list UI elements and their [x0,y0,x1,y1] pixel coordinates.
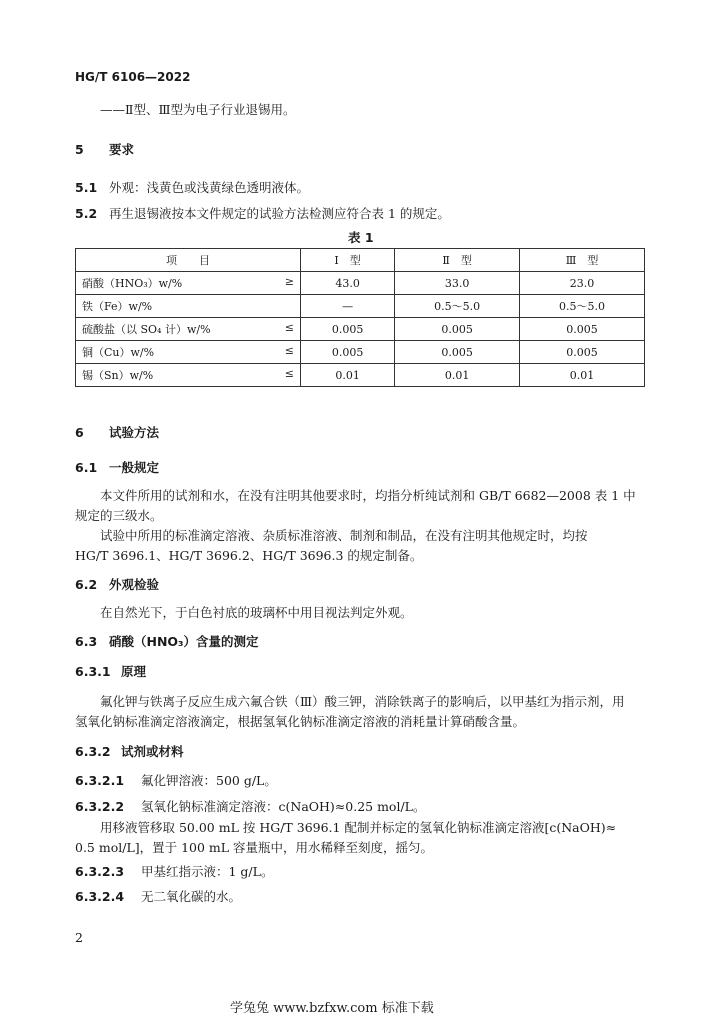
clause-number: 6.1 [75,460,98,475]
paragraph-line: 在自然光下，于白色衬底的玻璃杯中用目视法判定外观。 [100,605,413,620]
clause-6-2-heading [75,575,159,593]
table-header-row [76,249,645,272]
clause-title: 硝酸（HNO₃）含量的测定 [109,634,259,649]
section-5-heading [75,140,134,158]
paragraph-line: HG/T 3696.1、HG/T 3696.2、HG/T 3696.3 的规定制备。 [75,548,423,563]
clause-5-2 [75,204,450,222]
header-item: 项 目 [76,249,301,272]
page-number: 2 [75,930,83,945]
header-type-2: Ⅱ 型 [395,249,520,272]
clause-5-1 [75,178,309,196]
paragraph-line: 用移液管移取 50.00 mL 按 HG/T 3696.1 配制并标定的氢氧化钠标准滴定溶液[c(NaOH)≈ [100,820,617,835]
table-row [76,364,645,387]
clause-text: 无二氧化碳的水。 [141,889,242,904]
paragraph-line: 试验中所用的标准滴定溶液、杂质标准溶液、制剂和制品，在没有注明其他规定时，均按 [100,528,588,543]
row-item: 铁（Fe）w/% [76,295,301,318]
cell-value: 23.0 [520,272,645,295]
row-item: 铜（Cu）w/% ≤ [76,341,301,364]
clause-6-3-2-4 [75,887,241,905]
paragraph-line: 氢氧化钠标准滴定溶液滴定，根据氢氧化钠标准滴定溶液的消耗量计算硝酸含量。 [75,714,526,729]
cell-value: 43.0 [301,272,395,295]
clause-text: 氟化钾溶液：500 g/L。 [141,773,277,788]
row-item: 硫酸盐（以 SO₄ 计）w/% ≤ [76,318,301,341]
clause-6-3-2-2 [75,797,425,815]
cell-value: 0.01 [520,364,645,387]
header-type-1: Ⅰ 型 [301,249,395,272]
table-caption: 表 1 [348,230,374,245]
paragraph-line: 本文件所用的试剂和水，在没有注明其他要求时，均指分析纯试剂和 GB/T 6682—2008 表 1 中 [100,488,636,503]
clause-6-3-2-3 [75,862,273,880]
row-item: 硝酸（HNO₃）w/% ≥ [76,272,301,295]
clause-number: 6.2 [75,577,98,592]
section-title: 要求 [109,142,135,157]
cell-value: 0.01 [395,364,520,387]
header-type-3: Ⅲ 型 [520,249,645,272]
cell-value: 0.005 [301,318,395,341]
table-row [76,272,645,295]
clause-6-3-1-heading [75,662,146,680]
cell-value: 0.005 [520,341,645,364]
table-row [76,341,645,364]
paragraph-line: 氟化钾与铁离子反应生成六氟合铁（Ⅲ）酸三钾，消除铁离子的影响后，以甲基红为指示剂，用 [100,694,625,709]
clause-number: 6.3.2.1 [75,773,125,788]
clause-title: 原理 [121,664,147,679]
clause-title: 外观检验 [109,577,160,592]
cell-value: 0.5～5.0 [520,295,645,318]
clause-number: 6.3.2.3 [75,864,125,879]
cell-value: 0.01 [301,364,395,387]
section-6-heading [75,423,159,441]
section-number: 6 [75,425,84,440]
row-item: 锡（Sn）w/% ≤ [76,364,301,387]
cell-value: 0.005 [520,318,645,341]
watermark-footer: 学兔兔 www.bzfxw.com 标准下载 [230,1001,434,1016]
clause-title: 一般规定 [109,460,160,475]
clause-text: 外观：浅黄色或浅黄绿色透明液体。 [109,180,310,195]
cell-value: 0.005 [395,318,520,341]
cell-value: — [301,295,395,318]
cell-value: 0.5～5.0 [395,295,520,318]
clause-text: 再生退锡液按本文件规定的试验方法检测应符合表 1 的规定。 [109,206,450,221]
table-row [76,295,645,318]
clause-number: 5.1 [75,180,98,195]
type-usage-note: ——Ⅱ型、Ⅲ型为电子行业退锡用。 [100,102,296,117]
clause-number: 5.2 [75,206,98,221]
clause-number: 6.3.2.4 [75,889,125,904]
paragraph-line: 规定的三级水。 [75,508,163,523]
section-title: 试验方法 [109,425,160,440]
clause-6-3-2-heading [75,742,184,760]
clause-title: 试剂或材料 [121,744,184,759]
clause-number: 6.3.1 [75,664,111,679]
clause-6-3-heading [75,632,259,650]
paragraph-line: 0.5 mol/L]，置于 100 mL 容量瓶中，用水稀释至刻度，摇匀。 [75,840,434,855]
table-row [76,318,645,341]
clause-number: 6.3.2 [75,744,111,759]
cell-value: 0.005 [395,341,520,364]
cell-value: 33.0 [395,272,520,295]
clause-number: 6.3.2.2 [75,799,125,814]
section-number: 5 [75,142,84,157]
requirements-table [75,248,645,387]
cell-value: 0.005 [301,341,395,364]
document-number: HG/T 6106—2022 [75,70,191,84]
clause-6-3-2-1 [75,771,277,789]
clause-number: 6.3 [75,634,98,649]
clause-text: 氢氧化钠标准滴定溶液：c(NaOH)≈0.25 mol/L。 [141,799,426,814]
clause-text: 甲基红指示液：1 g/L。 [141,864,274,879]
clause-6-1-heading [75,458,159,476]
